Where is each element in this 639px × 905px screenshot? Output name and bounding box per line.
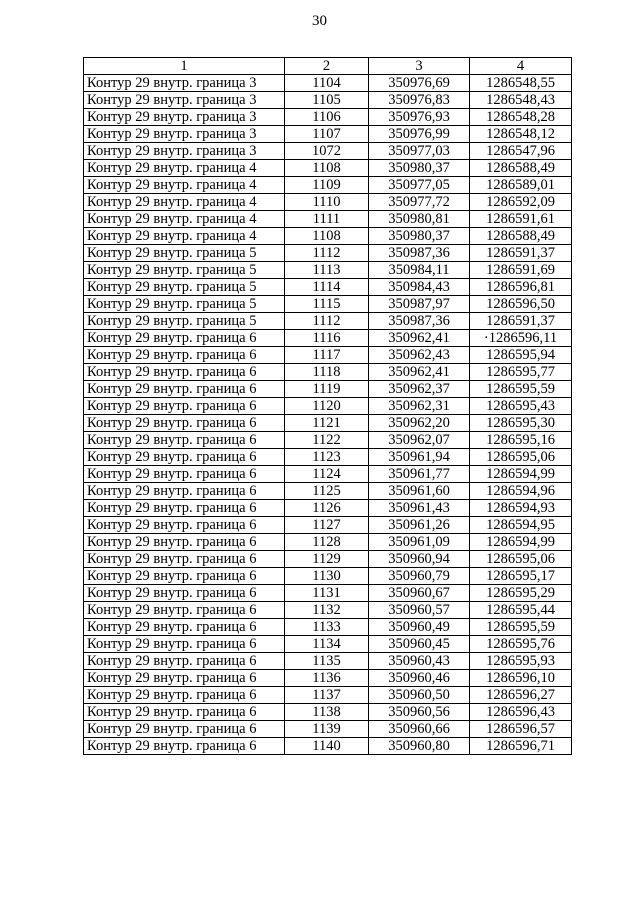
table-row [84, 721, 572, 738]
y-coordinate-cell: 1286595,93 [470, 653, 572, 670]
table-row [84, 449, 572, 466]
point-number-cell: 1116 [285, 330, 369, 347]
point-number-cell: 1107 [285, 126, 369, 143]
y-coordinate-cell: 1286591,37 [470, 313, 572, 330]
x-coordinate-cell: 350987,36 [369, 245, 470, 262]
y-coordinate-cell: 1286595,16 [470, 432, 572, 449]
point-number-cell: 1115 [285, 296, 369, 313]
y-coordinate-cell: 1286594,99 [470, 466, 572, 483]
x-coordinate-cell: 350984,11 [369, 262, 470, 279]
y-coordinate-cell: 1286594,93 [470, 500, 572, 517]
contour-name-cell: Контур 29 внутр. граница 6 [84, 483, 285, 500]
table-row [84, 228, 572, 245]
y-coordinate-cell: 1286591,69 [470, 262, 572, 279]
contour-name-cell: Контур 29 внутр. граница 3 [84, 75, 285, 92]
y-coordinate-cell: 1286547,96 [470, 143, 572, 160]
table-header [84, 58, 572, 75]
y-coordinate-cell: 1286596,10 [470, 670, 572, 687]
x-coordinate-cell: 350960,49 [369, 619, 470, 636]
point-number-cell: 1132 [285, 602, 369, 619]
x-coordinate-cell: 350960,45 [369, 636, 470, 653]
x-coordinate-cell: 350960,57 [369, 602, 470, 619]
table-row [84, 602, 572, 619]
x-coordinate-cell: 350980,81 [369, 211, 470, 228]
column-header-2: 2 [285, 58, 369, 75]
point-number-cell: 1129 [285, 551, 369, 568]
table-row [84, 670, 572, 687]
table-row [84, 653, 572, 670]
y-coordinate-cell: 1286596,43 [470, 704, 572, 721]
contour-name-cell: Контур 29 внутр. граница 6 [84, 347, 285, 364]
table-row [84, 619, 572, 636]
x-coordinate-cell: 350960,50 [369, 687, 470, 704]
point-number-cell: 1133 [285, 619, 369, 636]
contour-name-cell: Контур 29 внутр. граница 6 [84, 738, 285, 755]
contour-name-cell: Контур 29 внутр. граница 6 [84, 602, 285, 619]
x-coordinate-cell: 350961,94 [369, 449, 470, 466]
point-number-cell: 1123 [285, 449, 369, 466]
x-coordinate-cell: 350962,43 [369, 347, 470, 364]
y-coordinate-cell: 1286595,29 [470, 585, 572, 602]
contour-name-cell: Контур 29 внутр. граница 6 [84, 653, 285, 670]
y-coordinate-cell: 1286595,43 [470, 398, 572, 415]
y-coordinate-cell: 1286594,99 [470, 534, 572, 551]
table-row [84, 432, 572, 449]
point-number-cell: 1137 [285, 687, 369, 704]
point-number-cell: 1131 [285, 585, 369, 602]
point-number-cell: 1106 [285, 109, 369, 126]
x-coordinate-cell: 350960,79 [369, 568, 470, 585]
contour-name-cell: Контур 29 внутр. граница 6 [84, 568, 285, 585]
point-number-cell: 1136 [285, 670, 369, 687]
y-coordinate-cell: 1286591,37 [470, 245, 572, 262]
y-coordinate-cell: 1286595,76 [470, 636, 572, 653]
table-row [84, 245, 572, 262]
contour-name-cell: Контур 29 внутр. граница 3 [84, 109, 285, 126]
contour-name-cell: Контур 29 внутр. граница 6 [84, 670, 285, 687]
y-coordinate-cell: 1286595,17 [470, 568, 572, 585]
y-coordinate-cell: 1286588,49 [470, 160, 572, 177]
contour-name-cell: Контур 29 внутр. граница 6 [84, 398, 285, 415]
table-row [84, 517, 572, 534]
x-coordinate-cell: 350960,56 [369, 704, 470, 721]
y-coordinate-cell: 1286548,55 [470, 75, 572, 92]
table-row [84, 738, 572, 755]
contour-name-cell: Контур 29 внутр. граница 6 [84, 517, 285, 534]
contour-name-cell: Контур 29 внутр. граница 6 [84, 381, 285, 398]
contour-name-cell: Контур 29 внутр. граница 6 [84, 466, 285, 483]
x-coordinate-cell: 350961,43 [369, 500, 470, 517]
point-number-cell: 1118 [285, 364, 369, 381]
table-row [84, 109, 572, 126]
table-row [84, 330, 572, 347]
y-coordinate-cell: 1286596,57 [470, 721, 572, 738]
x-coordinate-cell: 350961,09 [369, 534, 470, 551]
contour-name-cell: Контур 29 внутр. граница 3 [84, 126, 285, 143]
point-number-cell: 1112 [285, 313, 369, 330]
table-row [84, 398, 572, 415]
y-coordinate-cell: 1286596,50 [470, 296, 572, 313]
contour-name-cell: Контур 29 внутр. граница 6 [84, 449, 285, 466]
table-row [84, 313, 572, 330]
table-row [84, 466, 572, 483]
x-coordinate-cell: 350961,60 [369, 483, 470, 500]
table-row [84, 534, 572, 551]
contour-name-cell: Контур 29 внутр. граница 5 [84, 262, 285, 279]
x-coordinate-cell: 350960,67 [369, 585, 470, 602]
table-row [84, 568, 572, 585]
y-coordinate-cell: 1286595,44 [470, 602, 572, 619]
table-row [84, 143, 572, 160]
x-coordinate-cell: 350987,97 [369, 296, 470, 313]
x-coordinate-cell: 350984,43 [369, 279, 470, 296]
table-row [84, 381, 572, 398]
table-row [84, 347, 572, 364]
y-coordinate-cell: 1286588,49 [470, 228, 572, 245]
point-number-cell: 1128 [285, 534, 369, 551]
point-number-cell: 1072 [285, 143, 369, 160]
point-number-cell: 1138 [285, 704, 369, 721]
point-number-cell: 1130 [285, 568, 369, 585]
table-row [84, 262, 572, 279]
contour-name-cell: Контур 29 внутр. граница 4 [84, 211, 285, 228]
point-number-cell: 1112 [285, 245, 369, 262]
page-number: 30 [312, 13, 327, 29]
table-row [84, 126, 572, 143]
y-coordinate-cell: 1286589,01 [470, 177, 572, 194]
x-coordinate-cell: 350976,99 [369, 126, 470, 143]
table-row [84, 364, 572, 381]
point-number-cell: 1140 [285, 738, 369, 755]
y-coordinate-cell: 1286548,43 [470, 92, 572, 109]
point-number-cell: 1120 [285, 398, 369, 415]
y-coordinate-cell: 1286595,06 [470, 449, 572, 466]
contour-name-cell: Контур 29 внутр. граница 6 [84, 432, 285, 449]
contour-name-cell: Контур 29 внутр. граница 5 [84, 296, 285, 313]
y-coordinate-cell: 1286595,59 [470, 381, 572, 398]
contour-name-cell: Контур 29 внутр. граница 5 [84, 313, 285, 330]
point-number-cell: 1124 [285, 466, 369, 483]
table-row [84, 483, 572, 500]
x-coordinate-cell: 350960,80 [369, 738, 470, 755]
x-coordinate-cell: 350962,20 [369, 415, 470, 432]
point-number-cell: 1135 [285, 653, 369, 670]
x-coordinate-cell: 350962,41 [369, 330, 470, 347]
coordinates-table [83, 57, 572, 755]
y-coordinate-cell: 1286595,06 [470, 551, 572, 568]
contour-name-cell: Контур 29 внутр. граница 6 [84, 364, 285, 381]
y-coordinate-cell: 1286592,09 [470, 194, 572, 211]
contour-name-cell: Контур 29 внутр. граница 6 [84, 687, 285, 704]
point-number-cell: 1111 [285, 211, 369, 228]
table-row [84, 551, 572, 568]
x-coordinate-cell: 350960,66 [369, 721, 470, 738]
contour-name-cell: Контур 29 внутр. граница 6 [84, 704, 285, 721]
x-coordinate-cell: 350962,41 [369, 364, 470, 381]
y-coordinate-cell: 1286595,59 [470, 619, 572, 636]
contour-name-cell: Контур 29 внутр. граница 6 [84, 636, 285, 653]
table-row [84, 415, 572, 432]
point-number-cell: 1109 [285, 177, 369, 194]
table-row [84, 92, 572, 109]
contour-name-cell: Контур 29 внутр. граница 3 [84, 92, 285, 109]
y-coordinate-cell: 1286591,61 [470, 211, 572, 228]
contour-name-cell: Контур 29 внутр. граница 6 [84, 415, 285, 432]
table-row [84, 296, 572, 313]
x-coordinate-cell: 350980,37 [369, 228, 470, 245]
x-coordinate-cell: 350960,46 [369, 670, 470, 687]
x-coordinate-cell: 350961,77 [369, 466, 470, 483]
y-coordinate-cell: 1286596,81 [470, 279, 572, 296]
point-number-cell: 1108 [285, 228, 369, 245]
y-coordinate-cell: 1286594,95 [470, 517, 572, 534]
x-coordinate-cell: 350976,69 [369, 75, 470, 92]
table-row [84, 160, 572, 177]
point-number-cell: 1125 [285, 483, 369, 500]
x-coordinate-cell: 350962,31 [369, 398, 470, 415]
point-number-cell: 1113 [285, 262, 369, 279]
table-row [84, 500, 572, 517]
x-coordinate-cell: 350976,93 [369, 109, 470, 126]
point-number-cell: 1104 [285, 75, 369, 92]
point-number-cell: 1126 [285, 500, 369, 517]
table-row [84, 194, 572, 211]
y-coordinate-cell: 1286548,28 [470, 109, 572, 126]
point-number-cell: 1119 [285, 381, 369, 398]
contour-name-cell: Контур 29 внутр. граница 6 [84, 534, 285, 551]
table-row [84, 636, 572, 653]
table-row [84, 585, 572, 602]
x-coordinate-cell: 350980,37 [369, 160, 470, 177]
x-coordinate-cell: 350960,43 [369, 653, 470, 670]
y-coordinate-cell: 1286595,77 [470, 364, 572, 381]
table-body [84, 75, 572, 755]
y-coordinate-cell: ·1286596,11 [470, 330, 572, 347]
contour-name-cell: Контур 29 внутр. граница 4 [84, 177, 285, 194]
contour-name-cell: Контур 29 внутр. граница 3 [84, 143, 285, 160]
y-coordinate-cell: 1286548,12 [470, 126, 572, 143]
y-coordinate-cell: 1286595,30 [470, 415, 572, 432]
x-coordinate-cell: 350962,07 [369, 432, 470, 449]
y-coordinate-cell: 1286595,94 [470, 347, 572, 364]
table-row [84, 279, 572, 296]
contour-name-cell: Контур 29 внутр. граница 6 [84, 721, 285, 738]
contour-name-cell: Контур 29 внутр. граница 6 [84, 500, 285, 517]
point-number-cell: 1114 [285, 279, 369, 296]
table-row [84, 75, 572, 92]
contour-name-cell: Контур 29 внутр. граница 4 [84, 194, 285, 211]
x-coordinate-cell: 350977,03 [369, 143, 470, 160]
contour-name-cell: Контур 29 внутр. граница 4 [84, 160, 285, 177]
y-coordinate-cell: 1286596,71 [470, 738, 572, 755]
x-coordinate-cell: 350987,36 [369, 313, 470, 330]
column-header-1: 1 [84, 58, 285, 75]
contour-name-cell: Контур 29 внутр. граница 6 [84, 551, 285, 568]
table-row [84, 687, 572, 704]
contour-name-cell: Контур 29 внутр. граница 6 [84, 585, 285, 602]
point-number-cell: 1139 [285, 721, 369, 738]
contour-name-cell: Контур 29 внутр. граница 5 [84, 279, 285, 296]
point-number-cell: 1127 [285, 517, 369, 534]
header-row [84, 58, 572, 75]
y-coordinate-cell: 1286594,96 [470, 483, 572, 500]
column-header-3: 3 [369, 58, 470, 75]
point-number-cell: 1117 [285, 347, 369, 364]
contour-name-cell: Контур 29 внутр. граница 5 [84, 245, 285, 262]
point-number-cell: 1108 [285, 160, 369, 177]
x-coordinate-cell: 350977,05 [369, 177, 470, 194]
contour-name-cell: Контур 29 внутр. граница 6 [84, 619, 285, 636]
x-coordinate-cell: 350961,26 [369, 517, 470, 534]
table-row [84, 704, 572, 721]
x-coordinate-cell: 350962,37 [369, 381, 470, 398]
x-coordinate-cell: 350977,72 [369, 194, 470, 211]
column-header-4: 4 [470, 58, 572, 75]
x-coordinate-cell: 350960,94 [369, 551, 470, 568]
point-number-cell: 1110 [285, 194, 369, 211]
y-coordinate-cell: 1286596,27 [470, 687, 572, 704]
point-number-cell: 1134 [285, 636, 369, 653]
table-row [84, 177, 572, 194]
contour-name-cell: Контур 29 внутр. граница 6 [84, 330, 285, 347]
x-coordinate-cell: 350976,83 [369, 92, 470, 109]
point-number-cell: 1105 [285, 92, 369, 109]
contour-name-cell: Контур 29 внутр. граница 4 [84, 228, 285, 245]
point-number-cell: 1121 [285, 415, 369, 432]
point-number-cell: 1122 [285, 432, 369, 449]
table-row [84, 211, 572, 228]
